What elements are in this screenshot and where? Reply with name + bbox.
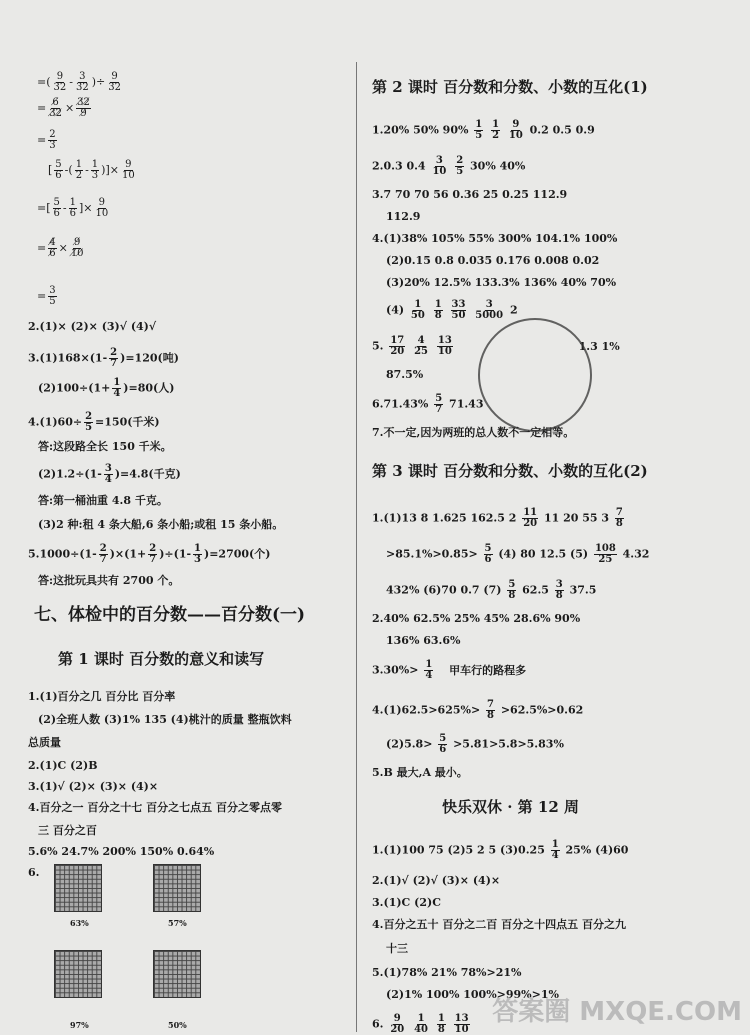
p6-label: 6.	[28, 866, 40, 879]
w6-answers: 6. $\frac{9}{20}$ $\frac{1}{40}$ $\frac{1}{8}$ $\frac{13}{10}$	[372, 1013, 469, 1035]
lesson-2-title: 第 2 课时 百分数和分数、小数的互化(1)	[372, 78, 648, 96]
q4-answer-2: 答:第一桶油重 4.8 千克。	[38, 494, 168, 507]
grid-caption-97: 97%	[70, 1020, 89, 1030]
r5-line-2: 87.5%	[386, 368, 424, 381]
lesson-1-title: 第 1 课时 百分数的意义和读写	[58, 650, 265, 668]
s2-line-2: 136% 63.6%	[386, 634, 461, 647]
r4-line-3: (3)20% 12.5% 133.3% 136% 40% 70%	[386, 276, 617, 289]
r3-line-2: 112.9	[386, 210, 421, 223]
s5-answer: 5.B 最大,A 最小。	[372, 766, 468, 779]
w4-line-2: 十三	[386, 942, 408, 955]
q4-line-1: 4.(1)60÷ $\frac{2}{5}$ =150(千米)	[28, 411, 160, 433]
grid-caption-50: 50%	[168, 1020, 187, 1030]
w3-answers: 3.(1)C (2)C	[372, 896, 441, 909]
r6-answers: 6.71.43% $\frac{5}{7}$ 71.43	[372, 393, 484, 415]
lesson-3-title: 第 3 课时 百分数和分数、小数的互化(2)	[372, 462, 648, 480]
s1-line-2: >85.1%>0.85> $\frac{5}{6}$ (4) 80 12.5 (5) $\frac{108}{25}$ 4.32	[386, 543, 650, 565]
w5-line-2: (2)1% 100% 100%>99%>1%	[386, 988, 559, 1001]
r4-line-1: 4.(1)38% 105% 55% 300% 104.1% 100%	[372, 232, 618, 245]
w1-answers: 1.(1)100 75 (2)5 2 5 (3)0.25 $\frac{1}{4}$ 25% (4)60	[372, 839, 629, 861]
grid-caption-57: 57%	[168, 918, 187, 928]
calc-line-6: = $\frac{4̸}{6̸}$ × $\frac{9̸}{1̸0̸}$	[37, 237, 84, 259]
q3-line-1: 3.(1)168×(1- $\frac{2}{7}$ )=120(吨)	[28, 347, 179, 369]
s2-line-1: 2.40% 62.5% 25% 45% 28.6% 90%	[372, 612, 581, 625]
hundred-grid-63	[54, 864, 102, 912]
p4-line-2: 三 百分之百	[38, 824, 97, 837]
r4-line-2: (2)0.15 0.8 0.035 0.176 0.008 0.02	[386, 254, 600, 267]
calc-line-3: = $\frac{2}{3}$	[37, 129, 56, 151]
w2-answers: 2.(1)√ (2)√ (3)× (4)×	[372, 874, 501, 887]
p1-line-2: (2)全班人数 (3)1% 135 (4)桃汁的质量 整瓶饮料	[38, 713, 292, 726]
w4-line-1: 4.百分之五十 百分之二百 百分之十四点五 百分之九	[372, 918, 626, 931]
site-watermark: 答案圈 MXQE.COM	[492, 997, 742, 1027]
p3-answers: 3.(1)√ (2)× (3)× (4)×	[28, 780, 159, 793]
p2-answers: 2.(1)C (2)B	[28, 759, 98, 772]
q2-answers: 2.(1)× (2)× (3)√ (4)√	[28, 320, 157, 333]
p4-line-1: 4.百分之一 百分之十七 百分之七点五 百分之零点零	[28, 801, 282, 814]
chapter-title: 七、体检中的百分数——百分数(一)	[34, 605, 306, 625]
s3-answer: 3.30%> $\frac{1}{4}$ 甲车行的路程多	[372, 659, 527, 681]
q5-answer: 答:这批玩具共有 2700 个。	[38, 574, 180, 587]
calc-line-7: = $\frac{3}{5}$	[37, 285, 56, 307]
r2-answers: 2.0.3 0.4 $\frac{3}{10}$ $\frac{2}{5}$ 30% 40%	[372, 155, 526, 177]
s4-line-2: (2)5.8> $\frac{5}{6}$ >5.81>5.8>5.83%	[386, 733, 564, 755]
p1-line-3: 总质量	[28, 736, 61, 749]
calc-line-1: =( $\frac{9}{32}$ - $\frac{3}{32}$ )÷ $\frac{9}{32}$	[37, 71, 121, 93]
calc-line-2: = $\frac{6̸}{3̸2̸}$ × $\frac{3̸2̸}{9̸}$	[37, 97, 90, 119]
r7-answer: 7.不一定,因为两班的总人数不一定相等。	[372, 426, 575, 439]
r1-answers: 1.20% 50% 90% $\frac{1}{5}$ $\frac{1}{2}$ $\frac{9}{10}$ 0.2 0.5 0.9	[372, 119, 595, 141]
q4-answer-1: 答:这段路全长 150 千米。	[38, 440, 172, 453]
r3-line-1: 3.7 70 70 56 0.36 25 0.25 112.9	[372, 188, 568, 201]
s1-line-3: 432% (6)70 0.7 (7) $\frac{5}{8}$ 62.5 $\frac{3}{8}$ 37.5	[386, 579, 597, 601]
w5-line-1: 5.(1)78% 21% 78%>21%	[372, 966, 522, 979]
hundred-grid-97	[54, 950, 102, 998]
seal-stamp	[478, 318, 592, 432]
r5-line-1: 5. $\frac{17}{20}$ $\frac{4}{25}$ $\frac{13}{10}$ 1.3 1%	[372, 335, 620, 357]
hundred-grid-57	[153, 864, 201, 912]
column-divider	[356, 62, 357, 1032]
p1-line-1: 1.(1)百分之几 百分比 百分率	[28, 690, 176, 703]
hundred-grid-50	[153, 950, 201, 998]
r4-line-4: (4) $\frac{1}{50}$ $\frac{1}{8}$ $\frac{33}{50}$ $\frac{3}{5000}$ 2	[386, 299, 518, 321]
s1-line-1: 1.(1)13 8 1.625 162.5 2 $\frac{11}{20}$ 11 20 55 3 $\frac{7}{8}$	[372, 507, 623, 529]
grid-caption-63: 63%	[70, 918, 89, 928]
p5-answers: 5.6% 24.7% 200% 150% 0.64%	[28, 845, 215, 858]
s4-line-1: 4.(1)62.5>625%> $\frac{7}{8}$ >62.5%>0.62	[372, 699, 584, 721]
q4-line-2: (2)1.2÷(1- $\frac{3}{4}$ )=4.8(千克)	[38, 463, 181, 485]
weekend-title: 快乐双休 · 第 12 周	[442, 798, 579, 816]
q3-line-2: (2)100÷(1+ $\frac{1}{4}$ )=80(人)	[38, 377, 175, 399]
calc-line-4: [ $\frac{5}{6}$ -( $\frac{1}{2}$ - $\frac{1}{3}$ )]× $\frac{9}{10}$	[48, 159, 135, 181]
calc-line-5: =[ $\frac{5}{6}$ - $\frac{1}{6}$ ]× $\frac{9}{10}$	[37, 197, 109, 219]
q4-line-3: (3)2 种:租 4 条大船,6 条小船;或租 15 条小船。	[38, 518, 284, 531]
q5-line: 5.1000÷(1- $\frac{2}{7}$ )×(1+ $\frac{2}{7}$ )÷(1- $\frac{1}{3}$ )=2700(个)	[28, 543, 271, 565]
